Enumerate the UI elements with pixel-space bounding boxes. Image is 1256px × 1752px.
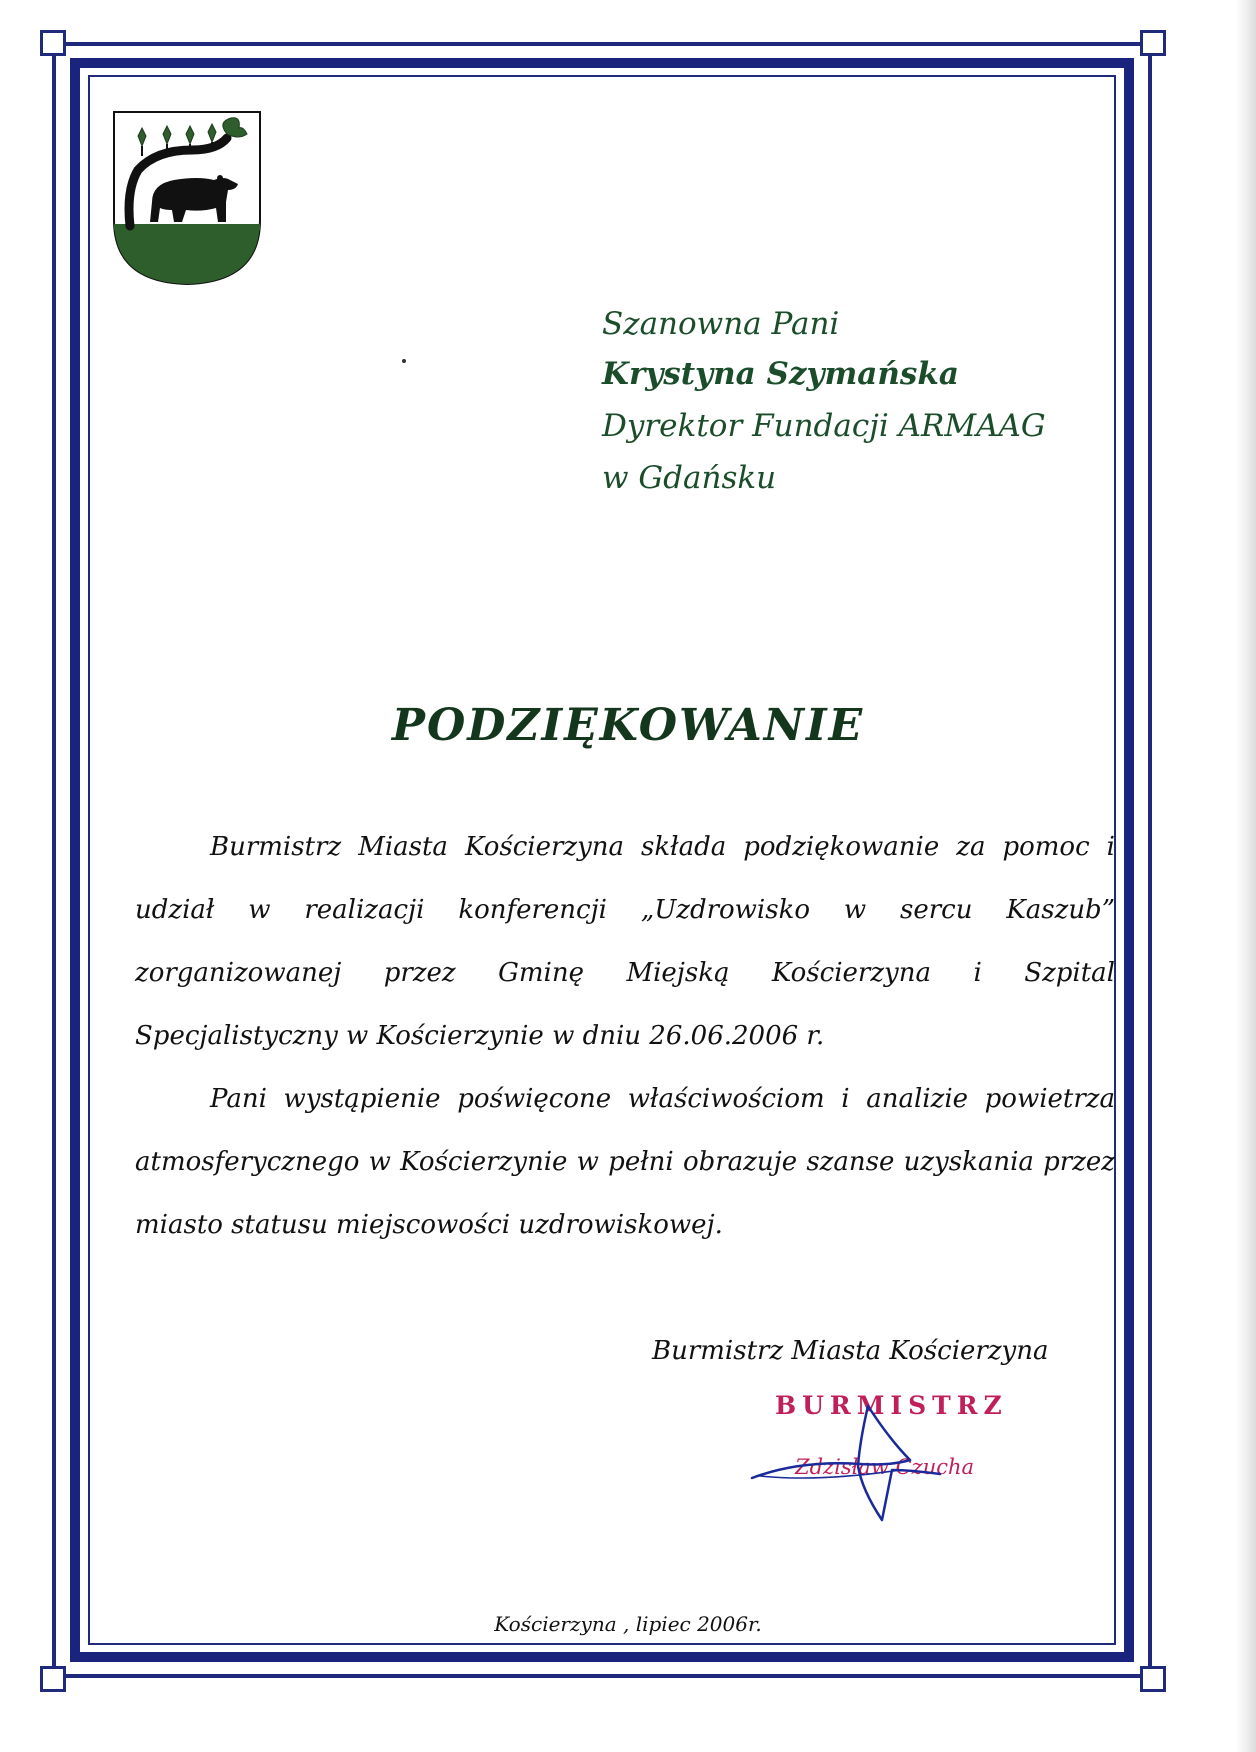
frame-corner-bottom-right — [1140, 1666, 1166, 1692]
letter-body — [135, 816, 1115, 1257]
recipient-salutation: Szanowna Pani — [602, 306, 840, 342]
recipient-city: w Gdańsku — [602, 460, 777, 496]
page-edge-shadow — [1236, 0, 1256, 1752]
handwritten-signature — [740, 1400, 980, 1530]
place-and-date: Kościerzyna , lipiec 2006r. — [494, 1612, 762, 1636]
frame-corner-bottom-left — [40, 1666, 66, 1692]
body-paragraph-2: Pani wystąpienie poświęcone właściwościom i analizie powietrza atmosferycznego w Kościerzynie w pełni obrazuje szanse uzyskania przez miasto statusu miejscowości uzdrowiskowej. — [135, 1084, 1115, 1240]
signer-title: Burmistrz Miasta Kościerzyna — [652, 1336, 1049, 1366]
body-paragraph-1: Burmistrz Miasta Kościerzyna składa podziękowanie za pomoc i udział w realizacji konferencji „Uzdrowisko w sercu Kaszub” zorganizowanej przez Gminę Miejską Kościerzyna i Szpital Specjalistyczny w Kościerzynie w dniu 26.06.2006 r. — [135, 832, 1115, 1051]
recipient-position: Dyrektor Fundacji ARMAAG — [602, 408, 1046, 444]
stray-dot — [402, 359, 406, 363]
stamp-title: BURMISTRZ — [775, 1391, 1008, 1420]
recipient-name: Krystyna Szymańska — [602, 356, 959, 392]
frame-corner-top-left — [40, 30, 66, 56]
document-title: PODZIĘKOWANIE — [391, 700, 865, 751]
coat-of-arms-logo — [112, 110, 262, 286]
frame-corner-top-right — [1140, 30, 1166, 56]
stamp-name: Zdzisław Czucha — [795, 1455, 975, 1479]
